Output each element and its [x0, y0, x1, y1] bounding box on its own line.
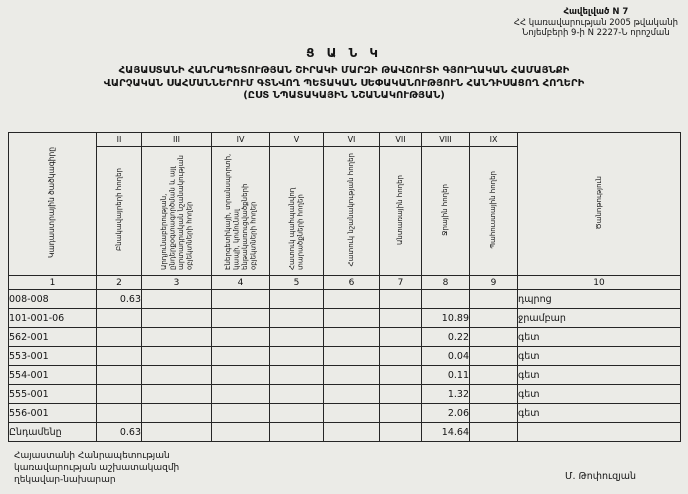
appendix-number: Հավելված N 7	[563, 7, 629, 17]
header-reserve-lands-label: Պահուստային հողեր	[489, 170, 498, 249]
header-protected-lands	[270, 147, 324, 276]
cell-note: գետ	[518, 328, 681, 347]
cell-value: 0.22	[422, 328, 470, 347]
cell-value	[270, 290, 324, 309]
cell-value	[380, 328, 422, 347]
cell-value: 10.89	[422, 309, 470, 328]
cell-cadastral-code: 562-001	[9, 328, 97, 347]
roman-numeral: V	[270, 133, 324, 147]
cell-value: 1.32	[422, 385, 470, 404]
cell-value: 2.06	[422, 404, 470, 423]
cell-value	[142, 366, 212, 385]
column-number: 9	[470, 276, 518, 290]
column-number: 1	[9, 276, 97, 290]
cell-note: գետ	[518, 385, 681, 404]
header-special-purpose-lands	[324, 147, 380, 276]
cell-cadastral-code: 101-001-06	[9, 309, 97, 328]
header-reserve-lands	[470, 147, 518, 276]
column-number: 3	[142, 276, 212, 290]
header-settlement-lands	[97, 147, 142, 276]
cell-value	[470, 309, 518, 328]
footer-office-block	[14, 450, 179, 486]
cell-cadastral-code: 554-001	[9, 366, 97, 385]
cell-value	[380, 366, 422, 385]
column-number: 7	[380, 276, 422, 290]
cell-value	[142, 404, 212, 423]
cell-value	[97, 366, 142, 385]
cell-total-note	[518, 423, 681, 442]
cell-value	[97, 309, 142, 328]
cell-value: 0.11	[422, 366, 470, 385]
cell-cadastral-code: 553-001	[9, 347, 97, 366]
title-line-1: ՀԱՅԱՍՏԱՆԻ ՀԱՆՐԱՊԵՏՈՒԹՅԱՆ ՇԻՐԱԿԻ ՄԱՐԶԻ ԹԱՎՇՈՒՏԻ ԳՅՈՒՂԱԿԱՆ ՀԱՄԱՅՆՔԻ	[118, 65, 570, 76]
roman-numeral: VIII	[422, 133, 470, 147]
header-industrial-lands-label: Արդյունաբերության, ընդերքօգտագործման և այլ արտադրական նշանակության օբյեկտների հողեր	[159, 154, 193, 270]
header-settlement-lands-label: Բնակավայրերի հողեր	[114, 168, 123, 251]
header-forest-lands-label: Անտառային հողեր	[396, 174, 405, 245]
cell-value	[270, 385, 324, 404]
cell-value	[142, 309, 212, 328]
header-protected-lands-label: Հատուկ պահպանվող տարածքների հողեր	[288, 187, 305, 270]
header-cadastral-code-label: Կադաստրային ծածկագիրը	[47, 147, 57, 259]
header-water-lands	[422, 147, 470, 276]
cell-value	[97, 347, 142, 366]
table-row	[9, 290, 681, 309]
roman-numeral: IX	[470, 133, 518, 147]
cell-value	[142, 290, 212, 309]
cell-value	[380, 309, 422, 328]
cell-value	[470, 347, 518, 366]
footer-line-3: ղեկավար-նախարար	[14, 475, 116, 485]
header-cadastral-code	[9, 133, 97, 276]
cell-value	[470, 404, 518, 423]
roman-numeral: VI	[324, 133, 380, 147]
cell-value	[324, 366, 380, 385]
header-energy-transport-lands	[212, 147, 270, 276]
title-line-3: (ԸՍՏ ՆՊԱՏԱԿԱՅԻՆ ՆՇԱՆԱԿՈՒԹՅԱՆ)	[243, 90, 445, 101]
cell-value	[324, 404, 380, 423]
table-row	[9, 385, 681, 404]
cell-cadastral-code: 008-008	[9, 290, 97, 309]
footer-line-2: կառավարության աշխատակազմի	[14, 463, 180, 473]
cell-total-value	[212, 423, 270, 442]
header-forest-lands	[380, 147, 422, 276]
appendix-government-line: ՀՀ կառավարության 2005 թվականի	[513, 17, 678, 28]
cell-value	[324, 309, 380, 328]
cell-total-value: 0.63	[97, 423, 142, 442]
cell-value	[142, 328, 212, 347]
cell-value	[324, 290, 380, 309]
header-industrial-lands	[142, 147, 212, 276]
cell-note: գետ	[518, 347, 681, 366]
appendix-note	[514, 7, 678, 39]
document-heading: Ց Ա Ն Կ	[306, 46, 382, 60]
table-row	[9, 309, 681, 328]
cell-total-label: Ընդամենը	[9, 423, 97, 442]
table-total-row	[9, 423, 681, 442]
appendix-decision-line: Նոյեմբերի 9-ի N 2227-Ն որոշման	[522, 28, 670, 38]
cell-value: 0.04	[422, 347, 470, 366]
roman-numeral: II	[97, 133, 142, 147]
cell-value	[270, 347, 324, 366]
cell-value	[97, 404, 142, 423]
cell-value	[270, 404, 324, 423]
cell-total-value	[270, 423, 324, 442]
column-number-row	[9, 276, 681, 290]
table-row	[9, 347, 681, 366]
cell-value	[212, 309, 270, 328]
cell-value	[212, 366, 270, 385]
header-roman-row	[9, 133, 681, 147]
table-row	[9, 328, 681, 347]
cell-note: դպրոց	[518, 290, 681, 309]
cell-total-value	[470, 423, 518, 442]
roman-numeral: IV	[212, 133, 270, 147]
header-notes-label: Ծանոթություն	[594, 176, 603, 230]
column-number: 5	[270, 276, 324, 290]
cell-value	[470, 328, 518, 347]
cell-note: գետ	[518, 366, 681, 385]
roman-numeral: III	[142, 133, 212, 147]
cell-value	[380, 385, 422, 404]
cell-total-value: 14.64	[422, 423, 470, 442]
cell-value	[324, 385, 380, 404]
title-line-2: ՎԱՐՉԱԿԱՆ ՍԱՀՄԱՆՆԵՐՈՒՄ ԳՏՆՎՈՂ ՊԵՏԱԿԱՆ ՍԵՓԱԿԱՆՈՒԹՅՈՒՆ ՀԱՆԴԻՍԱՑՈՂ ՀՈՂԵՐԻ	[103, 77, 585, 89]
cell-total-value	[324, 423, 380, 442]
header-energy-transport-lands-label: Էներգետիկայի, տրանսպորտի, կապի, կոմունալ ենթակառուցվածքների օբյեկտների հողեր	[223, 153, 257, 270]
column-number: 10	[518, 276, 681, 290]
cell-value	[324, 328, 380, 347]
cell-value	[212, 385, 270, 404]
cell-value	[142, 385, 212, 404]
cell-total-value	[380, 423, 422, 442]
roman-numeral: VII	[380, 133, 422, 147]
footer-line-1: Հայաստանի Հանրապետության	[14, 451, 170, 461]
column-number: 8	[422, 276, 470, 290]
cell-value	[470, 385, 518, 404]
cell-value	[380, 290, 422, 309]
cell-cadastral-code: 556-001	[9, 404, 97, 423]
column-number: 2	[97, 276, 142, 290]
header-notes	[518, 133, 681, 276]
column-number: 6	[324, 276, 380, 290]
signature-name: Մ. Թոփուզյան	[564, 471, 636, 482]
cell-total-value	[142, 423, 212, 442]
cell-value	[212, 328, 270, 347]
cell-value	[212, 347, 270, 366]
cell-value	[212, 290, 270, 309]
cell-value	[270, 328, 324, 347]
title-block	[0, 46, 688, 103]
table-row	[9, 366, 681, 385]
cell-value	[380, 404, 422, 423]
cell-value	[270, 366, 324, 385]
cell-value	[380, 347, 422, 366]
cell-value	[470, 366, 518, 385]
cell-value: 0.63	[97, 290, 142, 309]
cell-note: ջրամբար	[518, 309, 681, 328]
column-number: 4	[212, 276, 270, 290]
cell-value	[212, 404, 270, 423]
cell-value	[97, 385, 142, 404]
cell-value	[270, 309, 324, 328]
cell-cadastral-code: 555-001	[9, 385, 97, 404]
cell-value	[470, 290, 518, 309]
header-water-lands-label: Ջրային հողեր	[441, 183, 450, 236]
cell-value	[97, 328, 142, 347]
cell-note: գետ	[518, 404, 681, 423]
cell-value	[422, 290, 470, 309]
cell-value	[142, 347, 212, 366]
cell-value	[324, 347, 380, 366]
land-categories-table	[8, 132, 681, 442]
header-special-purpose-lands-label: Հատուկ նշանակության հողեր	[347, 152, 356, 267]
table-row	[9, 404, 681, 423]
